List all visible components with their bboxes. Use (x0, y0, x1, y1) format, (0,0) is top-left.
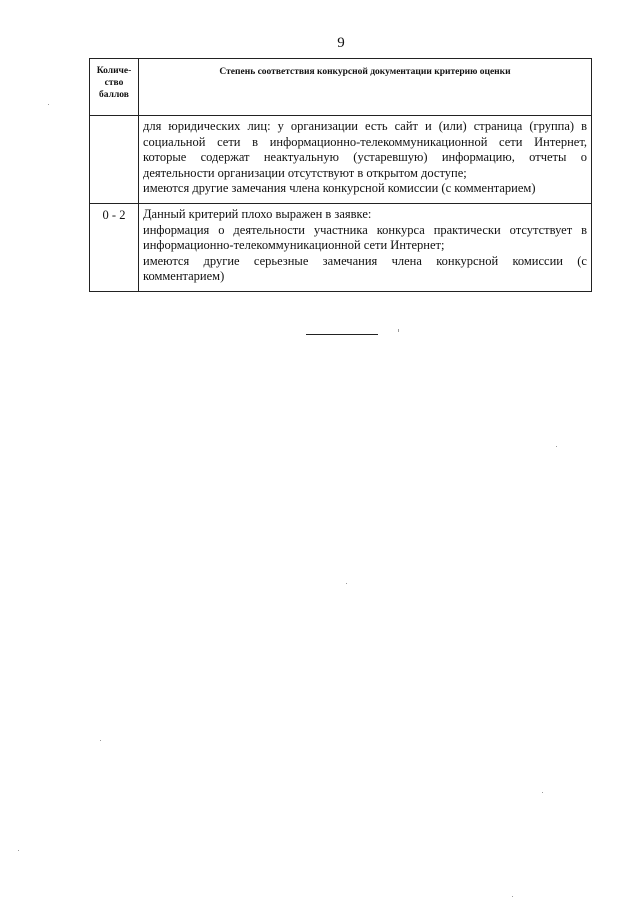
criteria-paragraph: информация о деятельности участника конкурса практически отсутствует в информационно-телекоммуникационной сети Интернет; (143, 222, 587, 252)
scan-speck (556, 446, 557, 447)
criteria-paragraph: имеются другие замечания члена конкурсной комиссии (с комментарием) (143, 181, 536, 195)
score-column-header (90, 59, 139, 116)
criteria-paragraph: имеются другие серьезные замечания члена конкурсной комиссии (с комментарием) (143, 253, 587, 283)
criteria-cell (139, 116, 592, 204)
table-row (90, 116, 592, 204)
page-number: 9 (337, 35, 345, 51)
table-header-row (90, 59, 592, 116)
criteria-column-header: Степень соответствия конкурсной документации критерию оценки (139, 59, 592, 116)
score-cell: 0 - 2 (90, 204, 139, 292)
score-cell (90, 116, 139, 204)
scan-speck (100, 740, 101, 741)
scan-speck (398, 329, 399, 332)
criteria-paragraph: для юридических лиц: у организации есть сайт и (или) страница (группа) в социальной сети в информационно-телекоммуникационной сети Интернет, которые содержат неактуальную (устаревшую) информацию, отчеты о деятельности организации отсутствуют в открытом доступе; (143, 119, 587, 180)
scan-speck (512, 896, 513, 897)
criteria-paragraph: Данный критерий плохо выражен в заявке: (143, 207, 372, 221)
score-header-line: Количе- (96, 66, 132, 76)
scan-speck (18, 850, 19, 851)
scan-speck (346, 583, 347, 584)
criteria-table (89, 58, 592, 292)
score-header-line: ство (104, 78, 124, 88)
table-row (90, 204, 592, 292)
end-of-document-rule (306, 334, 378, 335)
criteria-cell (139, 204, 592, 292)
score-header-line: баллов (99, 90, 129, 100)
scan-speck (542, 792, 543, 793)
scan-speck (48, 104, 49, 105)
